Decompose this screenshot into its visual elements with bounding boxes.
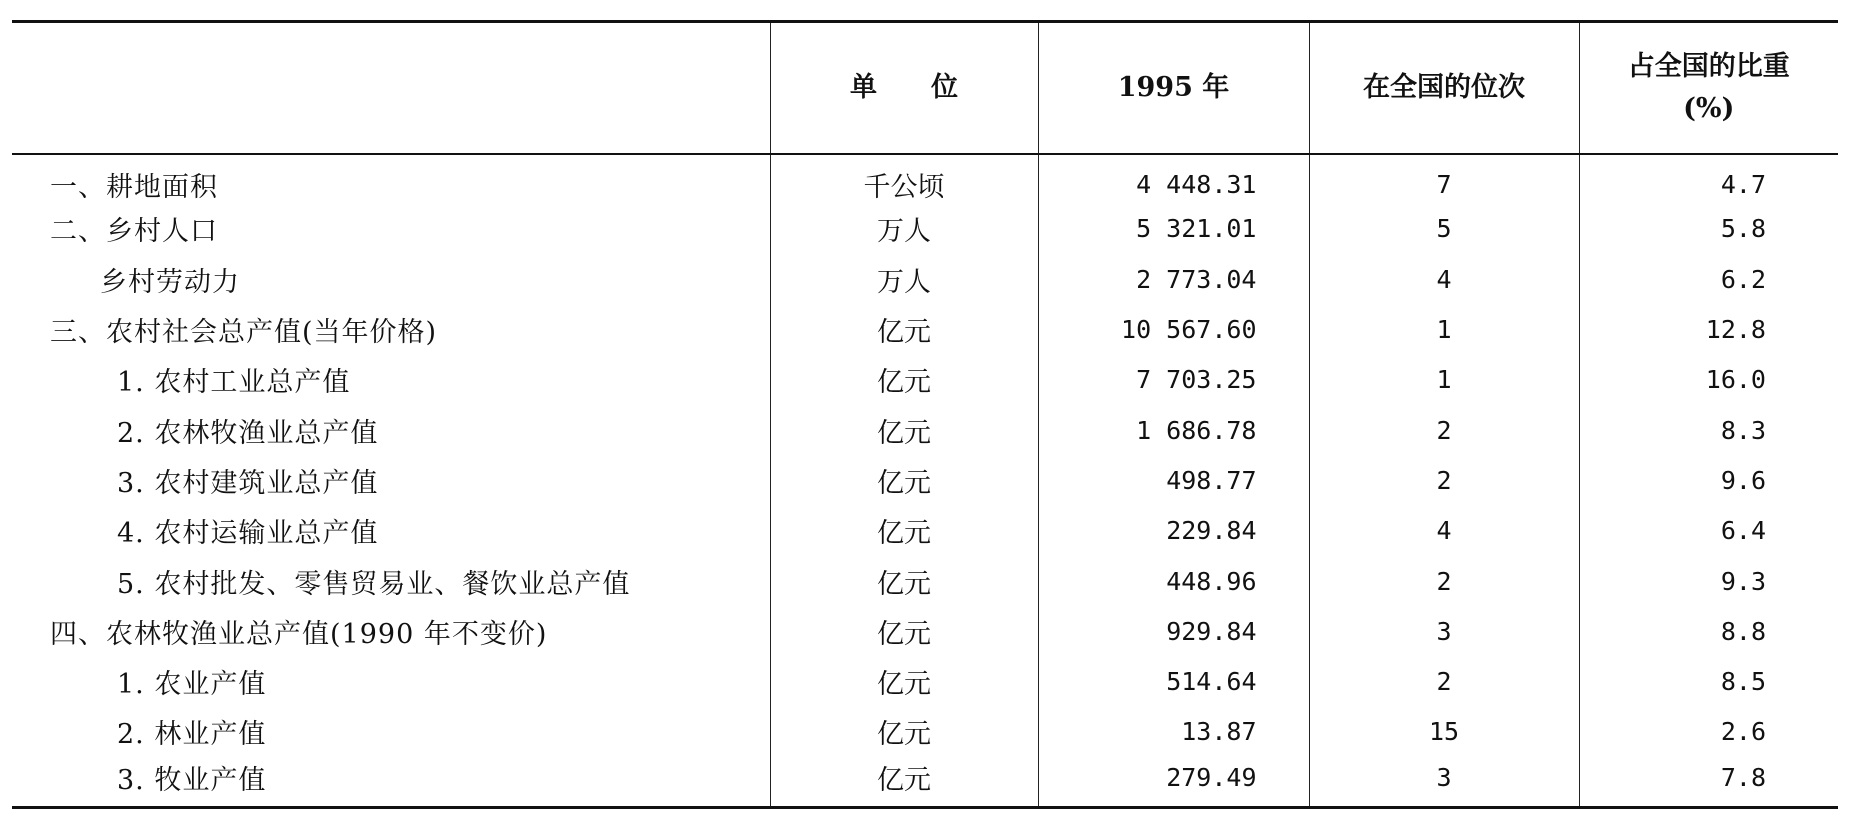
row-unit: 亿元 <box>770 304 1038 354</box>
header-rank: 在全国的位次 <box>1309 22 1579 154</box>
row-value: 279.49 <box>1038 757 1309 807</box>
row-value: 5 321.01 <box>1038 204 1309 254</box>
row-value: 13.87 <box>1038 707 1309 757</box>
header-share-line2: (%) <box>1683 92 1735 124</box>
row-value: 4 448.31 <box>1038 154 1309 204</box>
row-unit: 亿元 <box>770 506 1038 556</box>
row-unit: 亿元 <box>770 606 1038 656</box>
row-rank: 1 <box>1309 355 1579 405</box>
row-item: 1. 农业产值 <box>117 669 267 701</box>
table-row <box>12 656 1838 706</box>
row-value: 498.77 <box>1038 455 1309 505</box>
row-value: 7 703.25 <box>1038 355 1309 405</box>
row-item: 3. 农村建筑业总产值 <box>117 467 379 499</box>
row-rank: 2 <box>1309 405 1579 455</box>
row-unit: 千公顷 <box>770 154 1038 204</box>
row-value: 448.96 <box>1038 556 1309 606</box>
table-row <box>12 204 1838 254</box>
header-unit: 单 位 <box>770 22 1038 154</box>
row-unit: 万人 <box>770 254 1038 304</box>
table-row <box>12 707 1838 757</box>
row-unit: 亿元 <box>770 707 1038 757</box>
header-item <box>12 22 770 154</box>
row-unit: 亿元 <box>770 405 1038 455</box>
row-unit: 亿元 <box>770 455 1038 505</box>
header-row <box>12 22 1838 154</box>
table-row <box>12 757 1838 807</box>
row-rank: 2 <box>1309 556 1579 606</box>
row-item: 3. 牧业产值 <box>12 757 770 807</box>
table-row <box>12 405 1838 455</box>
row-rank: 3 <box>1309 606 1579 656</box>
row-value: 514.64 <box>1038 656 1309 706</box>
row-item: 四、农林牧渔业总产值(1990 年不变价) <box>50 618 548 650</box>
table-row <box>12 304 1838 354</box>
row-unit: 亿元 <box>770 556 1038 606</box>
row-unit: 亿元 <box>770 355 1038 405</box>
row-item: 2. 林业产值 <box>117 719 267 751</box>
table-row <box>12 556 1838 606</box>
statistics-table <box>12 20 1838 809</box>
row-share: 5.8 <box>1579 204 1838 254</box>
row-rank: 2 <box>1309 455 1579 505</box>
row-share: 9.3 <box>1579 556 1838 606</box>
row-share: 7.8 <box>1579 757 1838 807</box>
row-value: 10 567.60 <box>1038 304 1309 354</box>
row-share: 12.8 <box>1579 304 1838 354</box>
header-share-line1: 占全国的比重 <box>1627 50 1790 82</box>
row-unit: 万人 <box>770 204 1038 254</box>
table-row <box>12 355 1838 405</box>
table-row <box>12 455 1838 505</box>
row-share: 8.5 <box>1579 656 1838 706</box>
row-rank: 1 <box>1309 304 1579 354</box>
row-share: 4.7 <box>1579 154 1838 204</box>
row-item: 5. 农村批发、零售贸易业、餐饮业总产值 <box>117 568 631 600</box>
row-share: 2.6 <box>1579 707 1838 757</box>
row-item: 2. 农林牧渔业总产值 <box>117 417 379 449</box>
row-value: 1 686.78 <box>1038 405 1309 455</box>
row-share: 6.2 <box>1579 254 1838 304</box>
row-item: 一、耕地面积 <box>50 171 218 203</box>
table-row <box>12 506 1838 556</box>
row-item: 三、农村社会总产值(当年价格) <box>50 317 438 349</box>
row-share: 6.4 <box>1579 506 1838 556</box>
row-unit: 亿元 <box>770 656 1038 706</box>
row-share: 8.3 <box>1579 405 1838 455</box>
row-share: 9.6 <box>1579 455 1838 505</box>
row-rank: 4 <box>1309 254 1579 304</box>
header-value: 1995 年 <box>1038 22 1309 154</box>
header-share <box>1579 22 1838 154</box>
row-rank: 4 <box>1309 506 1579 556</box>
row-rank: 2 <box>1309 656 1579 706</box>
row-item: 二、乡村人口 <box>50 216 218 248</box>
row-value: 229.84 <box>1038 506 1309 556</box>
table-row <box>12 154 1838 204</box>
row-rank: 3 <box>1309 757 1579 807</box>
row-rank: 15 <box>1309 707 1579 757</box>
row-share: 16.0 <box>1579 355 1838 405</box>
table-row <box>12 254 1838 304</box>
row-rank: 5 <box>1309 204 1579 254</box>
row-value: 2 773.04 <box>1038 254 1309 304</box>
row-value: 929.84 <box>1038 606 1309 656</box>
row-item: 1. 农村工业总产值 <box>117 367 351 399</box>
table-row <box>12 606 1838 656</box>
row-item: 4. 农村运输业总产值 <box>117 518 379 550</box>
row-share: 8.8 <box>1579 606 1838 656</box>
row-rank: 7 <box>1309 154 1579 204</box>
row-unit: 亿元 <box>770 757 1038 807</box>
row-item: 乡村劳动力 <box>100 266 240 298</box>
